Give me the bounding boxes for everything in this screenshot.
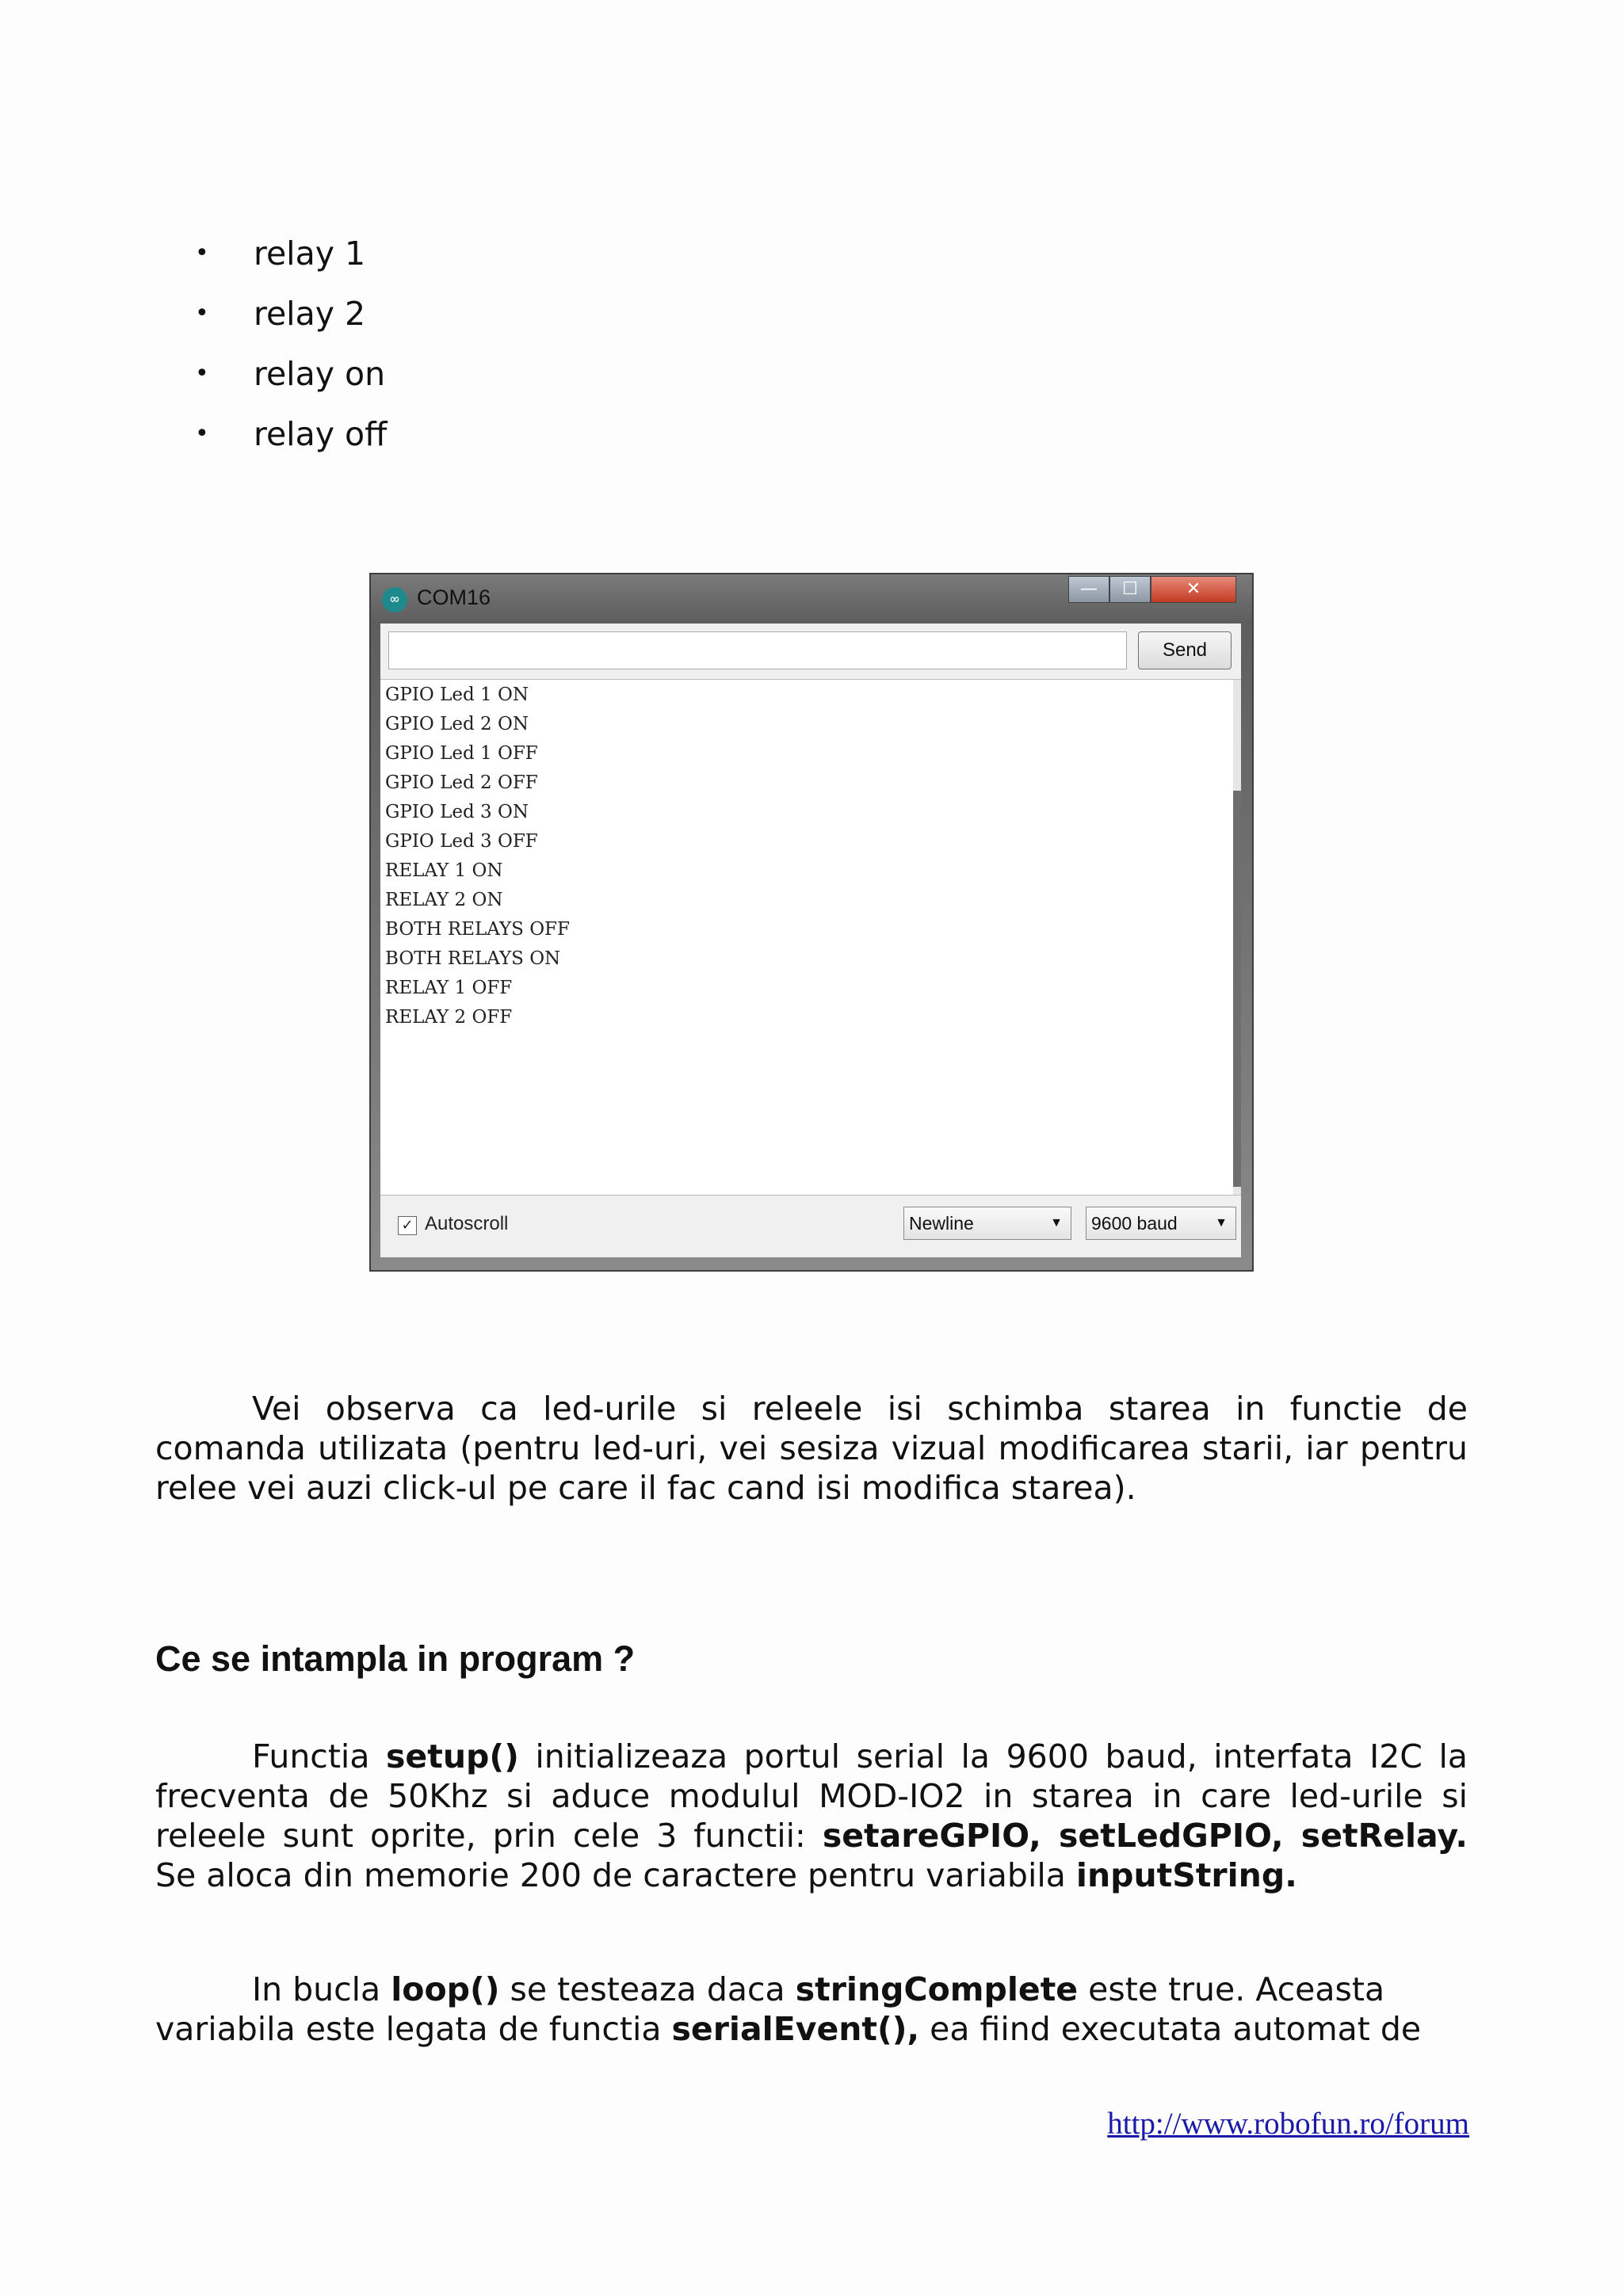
list-item-text: relay off — [254, 415, 388, 453]
serial-output-line: RELAY 2 OFF — [385, 1007, 513, 1028]
serial-output-line: GPIO Led 3 ON — [385, 802, 529, 822]
bullet-icon: • — [195, 239, 209, 267]
serial-output-line: GPIO Led 2 ON — [385, 714, 529, 734]
code-term: stringComplete — [795, 1970, 1079, 2008]
serial-monitor-window — [369, 573, 1254, 1272]
scrollbar-thumb[interactable] — [1233, 791, 1241, 1187]
vertical-scrollbar[interactable] — [1233, 680, 1241, 1195]
send-button[interactable]: Send — [1138, 631, 1232, 669]
paragraph-line: Vei observa ca led-urile si releele isi schimba starea in functie de — [252, 1390, 1468, 1428]
code-term: setareGPIO, setLedGPIO, setRelay. — [822, 1817, 1468, 1855]
paragraph-line — [155, 1816, 1468, 1855]
paragraph-observation — [155, 1389, 1468, 1508]
serial-output[interactable] — [380, 679, 1241, 1196]
serial-output-line: GPIO Led 1 OFF — [385, 743, 538, 764]
text-run: ea fiind executata automat de — [919, 2010, 1422, 2048]
window-client-area — [380, 624, 1241, 1257]
paragraph-line: relee vei auzi click-ul pe care il fac cand isi modifica starea). — [155, 1469, 1136, 1507]
serial-output-line: BOTH RELAYS OFF — [385, 919, 570, 940]
chevron-down-icon: ▼ — [1215, 1216, 1228, 1230]
text-run: se testeaza daca — [499, 1970, 796, 2008]
section-heading: Ce se intampla in program ? — [155, 1638, 636, 1679]
baud-rate-select[interactable] — [1086, 1207, 1236, 1240]
paragraph-line — [155, 1855, 1468, 1895]
text-run: Se aloca din memorie 200 de caractere pentru variabila — [155, 1856, 1076, 1894]
window-title: COM16 — [417, 585, 491, 609]
baud-rate-value: 9600 baud — [1091, 1213, 1178, 1234]
minimize-button[interactable]: — — [1068, 576, 1109, 603]
paragraph-loop — [155, 1970, 1468, 2049]
serial-output-line: RELAY 1 OFF — [385, 978, 513, 998]
maximize-button[interactable]: ☐ — [1109, 576, 1151, 603]
checkmark-icon: ✓ — [401, 1217, 414, 1234]
serial-output-line: GPIO Led 1 ON — [385, 685, 529, 705]
paragraph-line: comanda utilizata (pentru led-uri, vei sesiza vizual modificarea starii, iar pentru — [155, 1429, 1468, 1467]
text-run: este true. Aceasta — [1078, 1970, 1385, 2008]
bullet-icon: • — [195, 420, 209, 448]
list-item-text: relay 1 — [254, 235, 366, 273]
title-bar[interactable] — [371, 574, 1252, 624]
code-term: loop() — [391, 1970, 500, 2008]
code-term: setup() — [386, 1737, 519, 1775]
serial-output-line: RELAY 1 ON — [385, 860, 503, 881]
status-row — [380, 1196, 1241, 1257]
text-run: Functia — [252, 1737, 387, 1775]
forum-link[interactable]: http://www.robofun.ro/forum — [1107, 2107, 1469, 2141]
text-run: In bucla — [252, 1970, 391, 2008]
serial-output-line: GPIO Led 2 OFF — [385, 772, 538, 793]
paragraph-line — [155, 1737, 1468, 1776]
serial-input[interactable] — [388, 631, 1127, 669]
bullet-icon: • — [195, 360, 209, 387]
list-item-text: relay on — [254, 355, 386, 393]
chevron-down-icon: ▼ — [1050, 1216, 1063, 1230]
line-ending-value: Newline — [909, 1213, 974, 1234]
line-ending-select[interactable] — [903, 1207, 1071, 1240]
code-term: inputString. — [1075, 1856, 1297, 1894]
text-run: initializeaza portul serial la 9600 baud, interfata I2C la — [518, 1737, 1468, 1775]
text-run: releele sunt oprite, prin cele 3 functii: — [155, 1817, 823, 1855]
paragraph-line — [155, 2009, 1468, 2049]
list-item-text: relay 2 — [254, 295, 366, 333]
arduino-logo-icon: ∞ — [382, 587, 407, 612]
paragraph-line — [155, 1970, 1468, 2009]
serial-output-line: RELAY 2 ON — [385, 890, 503, 910]
paragraph-setup — [155, 1737, 1468, 1895]
autoscroll-label: Autoscroll — [425, 1213, 509, 1234]
bullet-icon: • — [195, 299, 209, 327]
text-run: variabila este legata de functia — [155, 2010, 672, 2048]
code-term: serialEvent(), — [671, 2010, 920, 2048]
paragraph-line: frecventa de 50Khz si aduce modulul MOD-IO2 in starea in care led-urile si — [155, 1777, 1468, 1815]
serial-output-line: BOTH RELAYS ON — [385, 948, 561, 969]
serial-output-line: GPIO Led 3 OFF — [385, 831, 538, 852]
autoscroll-checkbox[interactable] — [398, 1216, 417, 1235]
close-button[interactable]: ✕ — [1151, 576, 1236, 603]
